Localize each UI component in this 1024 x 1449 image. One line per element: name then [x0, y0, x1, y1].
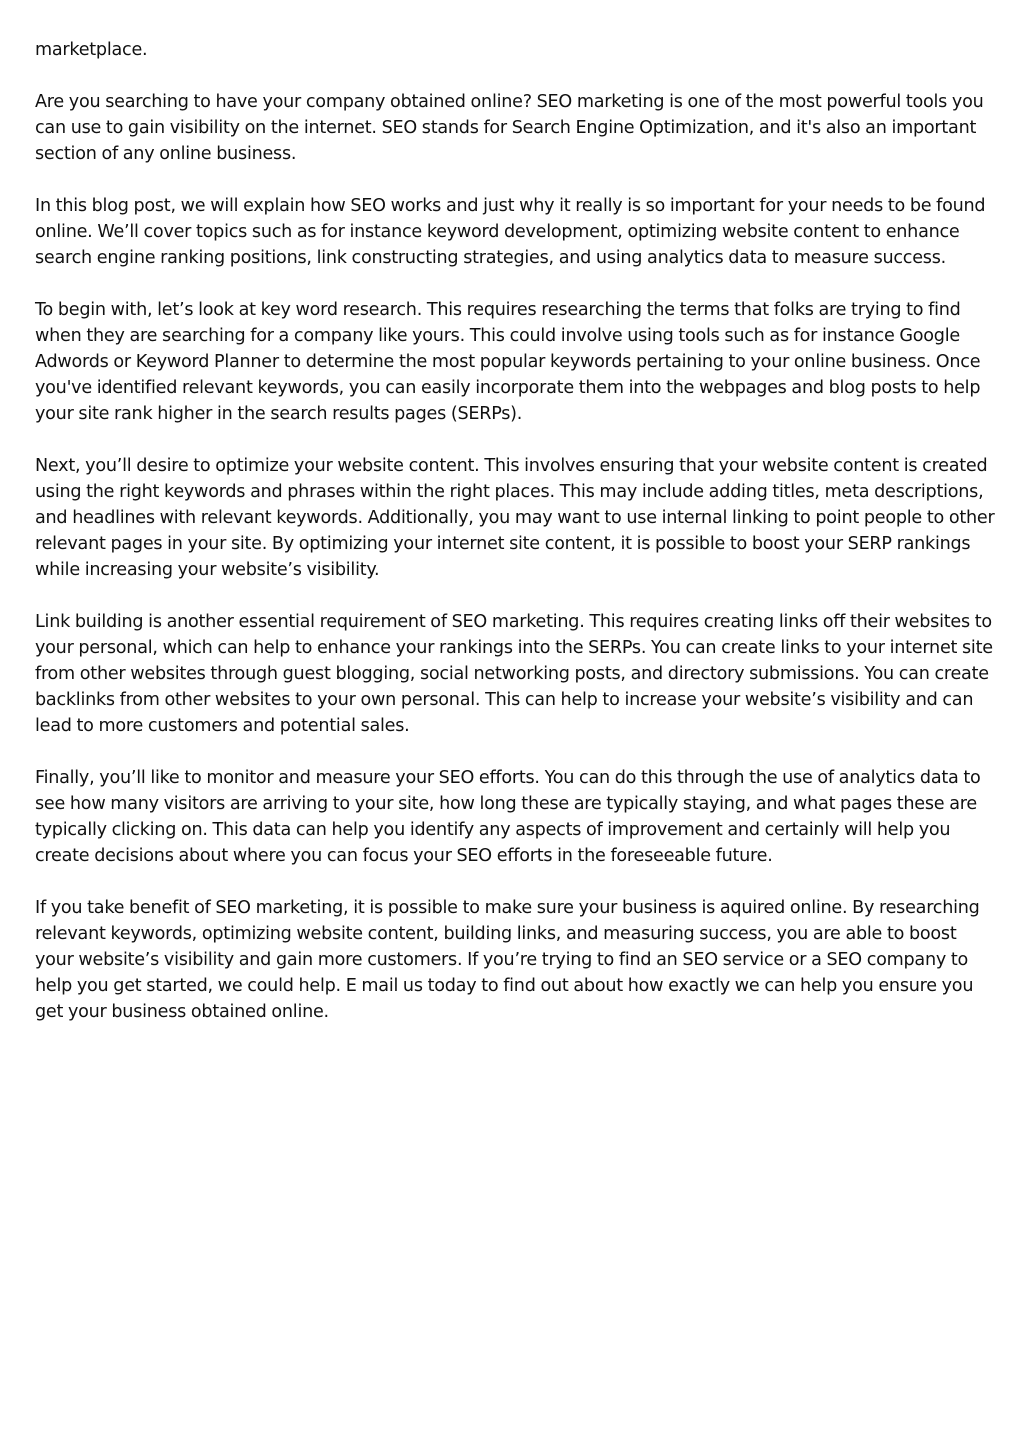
- paragraph-intro: Are you searching to have your company obtained online? SEO marketing is one of the most powerful tools you can use to gain visibility on the internet. SEO stands for Search Engine Optimization, and it's also an important section of any online business.: [35, 92, 984, 164]
- paragraph-link-building: Link building is another essential requirement of SEO marketing. This requires creating links off their websites to your personal, which can help to enhance your rankings into the SERPs. You can create links to your internet site from other websites through guest blogging, social networking posts, and directory submissions. You can create backlinks from other websites to your own personal. This can help to increase your website’s visibility and can lead to more customers and potential sales.: [35, 612, 993, 736]
- paragraph-marketplace-fragment: marketplace.: [35, 40, 148, 60]
- paragraph-content-optimization: Next, you’ll desire to optimize your website content. This involves ensuring that your website content is created using the right keywords and phrases within the right places. This may include adding titles, meta descriptions, and headlines with relevant keywords. Additionally, you may want to use internal linking to point people to other relevant pages in your site. By optimizing your internet site content, it is possible to boost your SERP rankings while increasing your website’s visibility.: [35, 456, 995, 580]
- document-page: [35, 37, 995, 1051]
- paragraph-blog-overview: In this blog post, we will explain how SEO works and just why it really is so important for your needs to be found online. We’ll cover topics such as for instance keyword development, optimizing website content to enhance search engine ranking positions, link constructing strategies, and using analytics data to measure success.: [35, 196, 986, 268]
- paragraph-conclusion: If you take benefit of SEO marketing, it is possible to make sure your business is aquired online. By researching relevant keywords, optimizing website content, building links, and measuring success, you are able to boost your website’s visibility and gain more customers. If you’re trying to find an SEO service or a SEO company to help you get started, we could help. E mail us today to find out about how exactly we can help you ensure you get your business obtained online.: [35, 898, 980, 1022]
- paragraph-analytics: Finally, you’ll like to monitor and measure your SEO efforts. You can do this through the use of analytics data to see how many visitors are arriving to your site, how long these are typically staying, and what pages these are typically clicking on. This data can help you identify any aspects of improvement and certainly will help you create decisions about where you can focus your SEO efforts in the foreseeable future.: [35, 768, 981, 866]
- paragraph-keyword-research: To begin with, let’s look at key word research. This requires researching the terms that folks are trying to find when they are searching for a company like yours. This could involve using tools such as for instance Google Adwords or Keyword Planner to determine the most popular keywords pertaining to your online business. Once you've identified relevant keywords, you can easily incorporate them into the webpages and blog posts to help your site rank higher in the search results pages (SERPs).: [35, 300, 981, 424]
